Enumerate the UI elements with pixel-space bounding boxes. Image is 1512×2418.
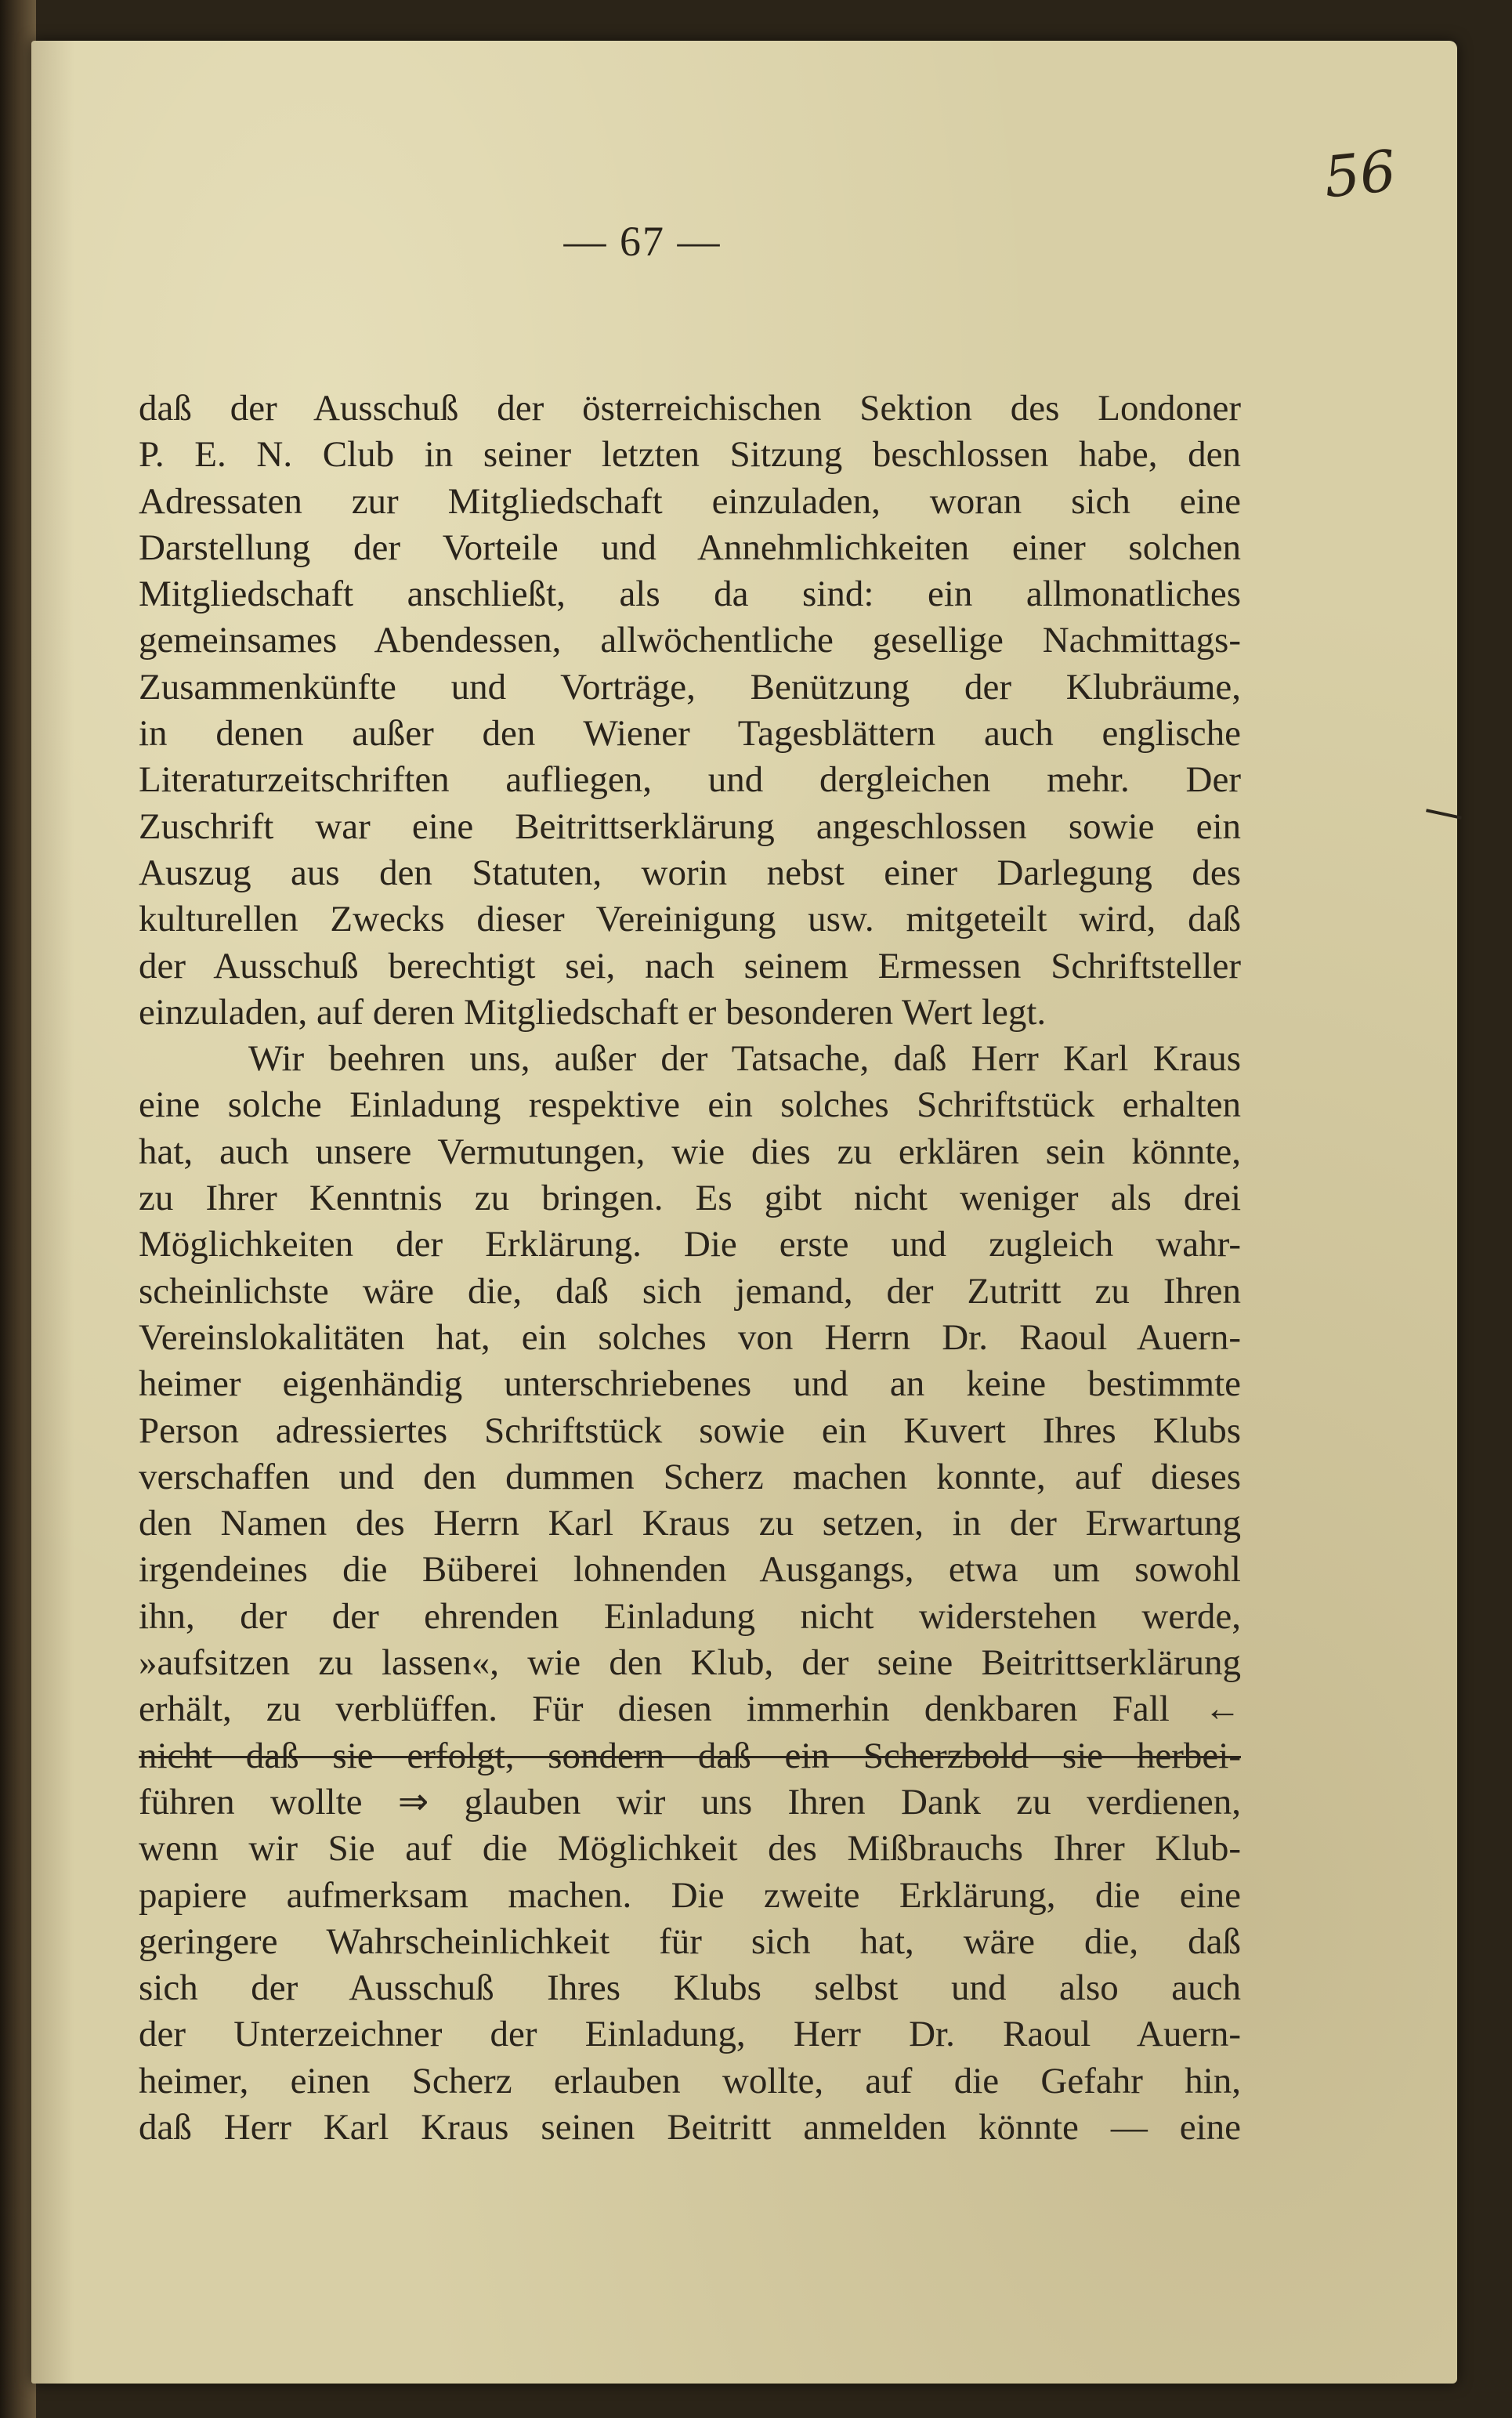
handwritten-folio-number: 56 [1320, 137, 1399, 211]
text-line-26: irgendeines die Büberei lohnenden Ausgangs, etwa um sowohl [139, 1549, 1241, 1591]
text-line-25: den Namen des Herrn Karl Kraus zu setzen, in der Erwartung [139, 1503, 1241, 1544]
text-line-2: P. E. N. Club in seiner letzten Sitzung beschlossen habe, den [139, 434, 1241, 476]
struck-through-line-30: nicht daß sie erfolgt, sondern daß ein Scherzbold sie herbei- [139, 1735, 1241, 1776]
text-line-24: verschaffen und den dummen Scherz machen konnte, auf dieses [139, 1456, 1241, 1497]
text-line-33: papiere aufmerksam machen. Die zweite Erklärung, die eine [139, 1874, 1241, 1916]
text-line-6: gemeinsames Abendessen, allwöchentliche gesellige Nachmittags- [139, 620, 1241, 661]
text-line-3: Adressaten zur Mitgliedschaft einzuladen, woran sich eine [139, 480, 1241, 522]
text-line-10: Zuschrift war eine Beitrittserklärung angeschlossen sowie ein [139, 805, 1241, 847]
text-line-7: Zusammenkünfte und Vorträge, Benützung der Klubräume, [139, 666, 1241, 708]
text-line-9: Literaturzeitschriften aufliegen, und dergleichen mehr. Der [139, 759, 1241, 801]
margin-pen-mark [1426, 809, 1462, 819]
text-line-8: in denen außer den Wiener Tagesblättern auch englische [139, 713, 1241, 755]
text-line-37: heimer, einen Scherz erlauben wollte, auf die Gefahr hin, [139, 2060, 1241, 2101]
body-text [139, 386, 1241, 2151]
text-line-23: Person adressiertes Schriftstück sowie ein Kuvert Ihres Klubs [139, 1410, 1241, 1451]
text-line-5: Mitgliedschaft anschließt, als da sind: ein allmonatliches [139, 574, 1241, 615]
text-line-38: daß Herr Karl Kraus seinen Beitritt anmelden könnte — eine [139, 2106, 1241, 2148]
text-line-32: wenn wir Sie auf die Möglichkeit des Mißbrauchs Ihrer Klub- [139, 1828, 1241, 1870]
text-line-12: kulturellen Zwecks dieser Vereinigung usw. mitgeteilt wird, daß [139, 899, 1241, 940]
text-line-20: scheinlichste wäre die, daß sich jemand, der Zutritt zu Ihren [139, 1270, 1241, 1312]
text-line-27: ihn, der der ehrenden Einladung nicht widerstehen werde, [139, 1595, 1241, 1637]
text-line-31: führen wollte ⇒ glauben wir uns Ihren Dank zu verdienen, [139, 1781, 1241, 1823]
text-line-16: eine solche Einladung respektive ein solches Schriftstück erhalten [139, 1084, 1241, 1126]
text-line-29: erhält, zu verblüffen. Für diesen immerhin denkbaren Fall ← [139, 1689, 1241, 1730]
text-line-18: zu Ihrer Kenntnis zu bringen. Es gibt nicht weniger als drei [139, 1178, 1241, 1219]
text-line-22: heimer eigenhändig unterschriebenes und an keine bestimmte [139, 1363, 1241, 1405]
text-line-21: Vereinslokalitäten hat, ein solches von Herrn Dr. Raoul Auern- [139, 1316, 1241, 1358]
document-page [31, 41, 1457, 2384]
text-line-36: der Unterzeichner der Einladung, Herr Dr. Raoul Auern- [139, 2014, 1241, 2055]
text-line-1: daß der Ausschuß der österreichischen Sektion des Londoner [139, 388, 1241, 429]
text-line-13: der Ausschuß berechtigt sei, nach seinem Ermessen Schriftsteller [139, 945, 1241, 986]
text-line-19: Möglichkeiten der Erklärung. Die erste und zugleich wahr- [139, 1224, 1241, 1265]
text-line-34: geringere Wahrscheinlichkeit für sich hat, wäre die, daß [139, 1920, 1241, 1962]
text-line-14: einzuladen, auf deren Mitgliedschaft er besonderen Wert legt. [139, 991, 1047, 1033]
text-line-11: Auszug aus den Statuten, worin nebst einer Darlegung des [139, 852, 1241, 893]
text-line-28: »aufsitzen zu lassen«, wie den Klub, der seine Beitrittserklärung [139, 1642, 1241, 1684]
text-line-35: sich der Ausschuß Ihres Klubs selbst und also auch [139, 1967, 1241, 2009]
text-line-4: Darstellung der Vorteile und Annehmlichkeiten einer solchen [139, 527, 1241, 568]
text-line-15: Wir beehren uns, außer der Tatsache, daß Herr Karl Kraus [248, 1038, 1241, 1080]
page-number: — 67 — [563, 218, 722, 265]
text-line-17: hat, auch unsere Vermutungen, wie dies zu erklären sein könnte, [139, 1131, 1241, 1172]
